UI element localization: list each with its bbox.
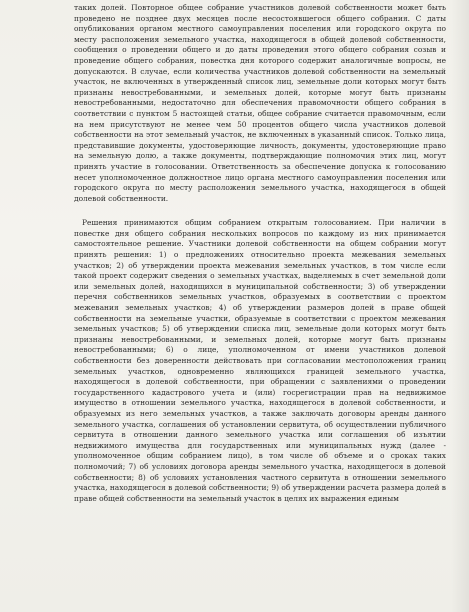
paragraph-general-meeting-rules: таких долей. Повторное общее собрание участников долевой собственности может быть проведено не позднее двух месяцев после несостоявшегося общего собрания. С даты опубликования органом местного самоуправления поселения или городского округа по месту расположения земельного участка, находящегося в общей долевой собственности, сообщения о проведении общего и до даты проведения этого общего собрания созыв и проведение общего собрания, повестка дня которого содержит аналогичные вопросы, не допускаются. В случае, если количества участников долевой собственности на земельный участок, не включенных в утвержденный список лиц, земельные доли которых могут быть признаны невостребованными, и земельных долей, которые могут быть признаны невостребованными, недостаточно для обеспечения правомочности общего собрания в соответствии с пунктом 5 настоящей статьи, общее собрание считается правомочным, если на нем присутствуют не менее чем 50 процентов общего числа участников долевой собственности на этот земельный участок, не включенных в указанный список. Только лица, представившие документы, удостоверяющие личность, документы, удостоверяющие право на земельную долю, а также документы, подтверждающие полномочия этих лиц, могут принять участие в голосовании. Ответственность за обеспечение допуска к голосованию несет уполномоченное должностное лицо органа местного самоуправления поселения или городского округа по месту расположения земельного участка, находящегося в общей долевой собственности. bbox=[74, 3, 446, 203]
paragraph-gap bbox=[74, 204, 446, 218]
page-edge-shadow bbox=[451, 0, 469, 612]
paragraph-decisions: Решения принимаются общим собранием открытым голосованием. При наличии в повестке дня общего собрания нескольких вопросов по каждому из них принимается самостоятельное решение. Участники долевой собственности на общем собрании могут принять решения: 1) о предложениях относительно проекта межевания земельных участков; 2) об утверждении проекта межевания земельных участков, в том числе если такой проект содержит сведения о земельных участках, выделяемых в счет земельной доли или земельных долей, находящихся в муниципальной собственности; 3) об утверждении перечня собственников земельных участков, образуемых в соответствии с проектом межевания земельных участков; 4) об утверждении размеров долей в праве общей собственности на земельные участки, образуемые в соответствии с проектом межевания земельных участков; 5) об утверждении списка лиц, земельные доли которых могут быть признаны невостребованными, и земельных долей, которые могут быть признаны невостребованными; 6) о лице, уполномоченном от имени участников долевой собственности без доверенности действовать при согласовании местоположения границ земельных участков, одновременно являющихся границей земельного участка, находящегося в долевой собственности, при обращении с заявлениями о проведении государственного кадастрового учета и (или) госрегистрации прав на недвижимое имущество в отношении земельного участка, находящегося в долевой собственности, и образуемых из него земельных участков, а также заключать договоры аренды данного земельного участка, соглашения об установлении сервитута, об осуществлении публичного сервитута в отношении данного земельного участка или соглашения об изъятии недвижимого имущества для государственных или муниципальных нужд (далее - уполномоченное общим собранием лицо), в том числе об объеме и о сроках таких полномочий; 7) об условиях договора аренды земельного участка, находящегося в долевой собственности; 8) об условиях установления частного сервитута в отношении земельного участка, находящегося в долевой собственности; 9) об утверждении расчета размера долей в праве общей собственности на земельный участок в целях их выражения единым bbox=[74, 218, 446, 503]
document-body bbox=[74, 3, 446, 504]
